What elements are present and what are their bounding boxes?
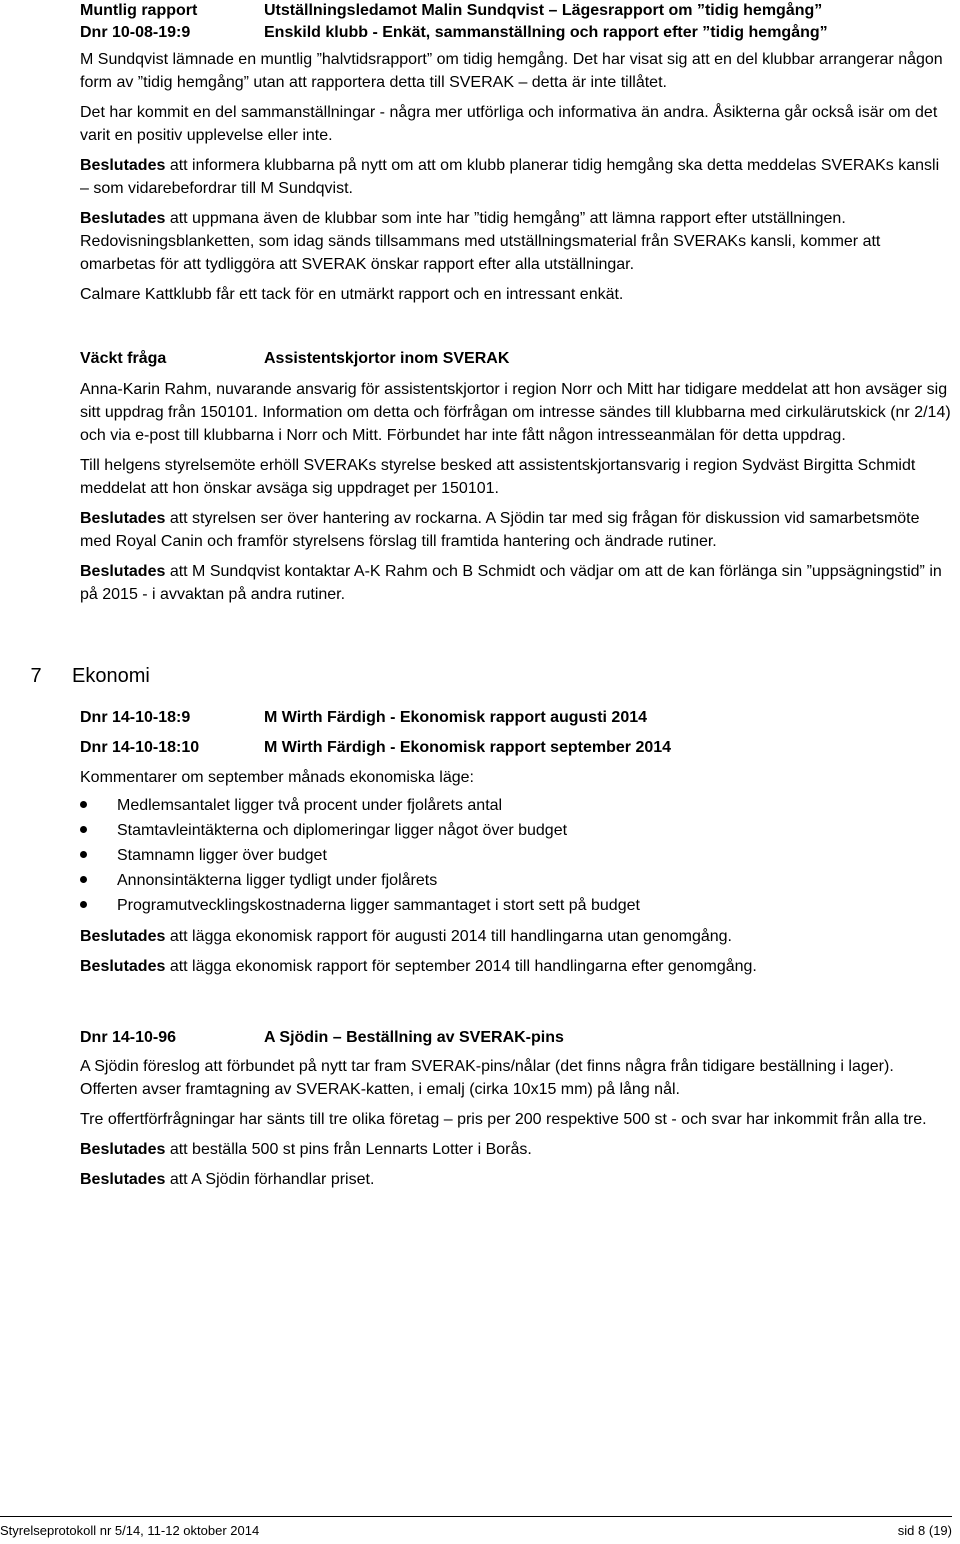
decision-text: att M Sundqvist kontaktar A-K Rahm och B Schmidt och vädjar om att de kan förlänga sin ”uppsägningstid” in på 2015 - i avvaktan på andra rutiner.	[80, 563, 942, 603]
bullet-list	[80, 793, 952, 918]
bullet-icon	[80, 793, 117, 818]
dnr-number: Dnr 14-10-18:10	[80, 739, 200, 756]
vackt-heading	[80, 347, 952, 370]
header-title-1: Utställningsledamot Malin Sundqvist – Lägesrapport om ”tidig hemgång”	[264, 2, 823, 19]
decision-text: att uppmana även de klubbar som inte har ”tidig hemgång” att lämna rapport efter utställningen.	[165, 210, 846, 227]
section-title: Ekonomi	[72, 665, 150, 687]
dnr-number: Dnr 14-10-18:9	[80, 709, 191, 726]
bullet-icon	[80, 843, 117, 868]
bullet-icon	[80, 818, 117, 843]
list-item-text: Annonsintäkterna ligger tydligt under fjolårets	[117, 872, 438, 889]
paragraph: Kommentarer om september månads ekonomiska läge:	[80, 769, 474, 786]
list-item	[80, 868, 952, 893]
paragraph: Det har kommit en del sammanställningar - några mer utförliga och informativa än andra. Åsikterna går också isär om det varit en positiv upplevelse eller inte.	[80, 104, 938, 144]
paragraph: A Sjödin föreslog att förbundet på nytt tar fram SVERAK-pins/nålar (det finns några från tidigare beställning i lager). Offerten avser framtagning av SVERAK-katten, i emalj (cirka 10x15 mm) på lång nål.	[80, 1058, 894, 1098]
decision-paragraph	[80, 1168, 952, 1191]
decision-label: Beslutades	[80, 157, 166, 174]
decision-paragraph	[80, 154, 952, 200]
dnr-title: M Wirth Färdigh - Ekonomisk rapport augusti 2014	[264, 709, 648, 726]
list-item	[80, 818, 952, 843]
dnr-row	[80, 706, 952, 729]
decision-paragraph	[80, 1138, 952, 1161]
section-heading	[0, 663, 150, 689]
decision-label: Beslutades	[80, 563, 166, 580]
decision-text: att beställa 500 st pins från Lennarts Lotter i Borås.	[165, 1141, 532, 1158]
section-number: 7	[30, 665, 42, 687]
decision-paragraph	[80, 560, 952, 606]
decision-label: Beslutades	[80, 1171, 166, 1188]
dnr-row	[80, 736, 952, 759]
decision-label: Beslutades	[80, 510, 166, 527]
report-header	[80, 0, 950, 44]
decision-text: att A Sjödin förhandlar priset.	[165, 1171, 375, 1188]
paragraph: Anna-Karin Rahm, nuvarande ansvarig för assistentskjortor i region Norr och Mitt har tidigare meddelat att hon avsäger sig sitt uppdrag från 150101. Information om detta och förfrågan om intresse sändes till klubbarna med cirkulärutskick (nr 2/14) och via e-post till klubbarna i Norr och Mitt. Förbundet har inte fått någon intresseanmälan för detta uppdrag.	[80, 381, 951, 444]
decision-text: att styrelsen ser över hantering av rockarna. A Sjödin tar med sig frågan för diskussion vid samarbetsmöte med Royal Canin och framför styrelsens förslag till framtida hantering och ändrade rutiner.	[80, 510, 920, 550]
decision-text: att lägga ekonomisk rapport för september 2014 till handlingarna efter genomgång.	[165, 958, 757, 975]
decision-label: Beslutades	[80, 958, 166, 975]
decision-label: Beslutades	[80, 1141, 166, 1158]
list-item-text: Programutvecklingskostnaderna ligger sammantaget i stort sett på budget	[117, 897, 640, 914]
list-item-text: Stamnamn ligger över budget	[117, 847, 327, 864]
dnr-title: M Wirth Färdigh - Ekonomisk rapport september 2014	[264, 739, 672, 756]
list-item-text: Medlemsantalet ligger två procent under fjolårets antal	[117, 797, 503, 814]
dnr-title: A Sjödin – Beställning av SVERAK-pins	[264, 1029, 564, 1046]
decision-paragraph	[80, 507, 952, 553]
list-item	[80, 843, 952, 868]
paragraph: Till helgens styrelsemöte erhöll SVERAKs styrelse besked att assistentskjortansvarig i region Sydväst Birgitta Schmidt meddelat att hon önskar avsäga sig uppdraget per 150101.	[80, 457, 916, 497]
bullet-icon	[80, 868, 117, 893]
vackt-fraga-section	[80, 347, 952, 613]
footer-page-number: sid 8 (19)	[897, 1523, 952, 1538]
decision-label: Beslutades	[80, 928, 166, 945]
vackt-label: Väckt fråga	[80, 350, 167, 367]
top-section	[80, 48, 952, 313]
paragraph: Calmare Kattklubb får ett tack för en utmärkt rapport och en intressant enkät.	[80, 286, 624, 303]
decision-text: att lägga ekonomisk rapport för augusti 2014 till handlingarna utan genomgång.	[165, 928, 732, 945]
footer-document-name: Styrelseprotokoll nr 5/14, 11-12 oktober 2014	[0, 1523, 260, 1538]
header-title-2: Enskild klubb - Enkät, sammanställning och rapport efter ”tidig hemgång”	[264, 24, 828, 41]
header-type: Muntlig rapport	[80, 2, 198, 19]
page-footer	[0, 1523, 952, 1538]
dnr-row	[80, 1026, 952, 1049]
decision-paragraph	[80, 955, 952, 978]
bullet-icon	[80, 893, 117, 918]
paragraph: Redovisningsblanketten, som idag sänds tillsammans med utställningsmaterial från SVERAKs kansli, kommer att omarbetas för att tydliggöra att SVERAK önskar rapport efter alla utställningar.	[80, 233, 881, 273]
vackt-title: Assistentskjortor inom SVERAK	[264, 350, 510, 367]
ekonomi-section	[80, 706, 952, 985]
decision-paragraph	[80, 207, 952, 230]
footer-divider	[0, 1516, 952, 1517]
list-item	[80, 793, 952, 818]
paragraph: Tre offertförfrågningar har sänts till tre olika företag – pris per 200 respektive 500 st - och svar har inkommit från alla tre.	[80, 1111, 927, 1128]
pins-section	[80, 1026, 952, 1198]
paragraph: M Sundqvist lämnade en muntlig ”halvtidsrapport” om tidig hemgång. Det har visat sig att en del klubbar arrangerar någon form av ”tidig hemgång” utan att rapportera detta till SVERAK – detta är inte tillåtet.	[80, 51, 943, 91]
decision-paragraph	[80, 925, 952, 948]
dnr-number: Dnr 14-10-96	[80, 1029, 177, 1046]
decision-label: Beslutades	[80, 210, 166, 227]
list-item-text: Stamtavleintäkterna och diplomeringar ligger något över budget	[117, 822, 568, 839]
header-dnr: Dnr 10-08-19:9	[80, 24, 191, 41]
list-item	[80, 893, 952, 918]
decision-text: att informera klubbarna på nytt om att om klubb planerar tidig hemgång ska detta meddelas SVERAKs kansli – som vidarebefordrar till M Sundqvist.	[80, 157, 940, 197]
